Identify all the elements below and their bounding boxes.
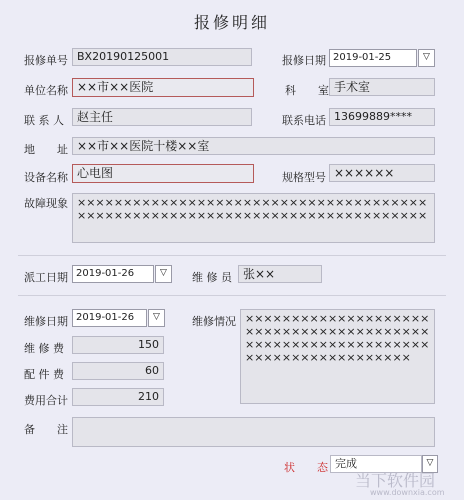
status-dropdown-icon[interactable]: ▽ [422, 455, 438, 473]
model-label: 规格型号 [282, 171, 326, 184]
section-divider [18, 295, 446, 296]
page-title: 报修明细 [193, 13, 270, 32]
repair-date-dropdown-icon[interactable]: ▽ [418, 49, 435, 67]
dispatch-date-label: 派工日期 [24, 271, 68, 284]
dispatch-date-picker[interactable]: 2019-01-26 [72, 265, 154, 283]
remark-label: 备 注 [24, 423, 68, 436]
dept-label: 科 室 [285, 84, 329, 97]
unit-name-field[interactable]: ××市××医院 [72, 78, 254, 97]
parts-fee-field[interactable]: 60 [72, 362, 164, 380]
fee-field[interactable]: 150 [72, 336, 164, 354]
phone-field[interactable]: 13699889**** [329, 108, 435, 126]
repair-no-label: 报修单号 [24, 54, 68, 67]
status-select[interactable]: 完成 [330, 455, 422, 473]
fee-label: 维 修 费 [24, 342, 64, 355]
repairer-field[interactable]: 张×× [238, 265, 322, 283]
repair-date-label: 报修日期 [282, 54, 326, 67]
fix-date-picker[interactable]: 2019-01-26 [72, 309, 147, 327]
total-label: 费用合计 [24, 394, 68, 407]
watermark-url: www.downxia.com [370, 488, 445, 497]
fault-label: 故障现象 [24, 197, 68, 210]
watermark-brand: 当下软件园 [355, 471, 436, 490]
address-label: 地 址 [24, 143, 68, 156]
device-label: 设备名称 [24, 171, 68, 184]
parts-label: 配 件 费 [24, 368, 64, 381]
fix-info-textarea[interactable]: ×××××××××××××××××××××××××××××××××××××××××××××××××××××××××××××××××××××××××××××× [240, 309, 435, 404]
fault-textarea[interactable]: ×××××××××××××××××××××××××××××××××××××××××××××××××××××××××××××××××××××××××××× [72, 193, 435, 243]
dispatch-date-dropdown-icon[interactable]: ▽ [155, 265, 172, 283]
section-divider [18, 255, 446, 256]
total-fee-field[interactable]: 210 [72, 388, 164, 406]
phone-label: 联系电话 [282, 114, 326, 127]
fix-date-label: 维修日期 [24, 315, 68, 328]
device-name-field[interactable]: 心电图 [72, 164, 254, 183]
status-label: 状 态 [284, 461, 328, 474]
contact-field[interactable]: 赵主任 [72, 108, 252, 126]
repair-no-field[interactable]: BX20190125001 [72, 48, 252, 66]
address-field[interactable]: ××市××医院十楼××室 [72, 137, 435, 155]
unit-label: 单位名称 [24, 84, 68, 97]
fix-date-dropdown-icon[interactable]: ▽ [148, 309, 165, 327]
repair-date-picker[interactable]: 2019-01-25 [329, 49, 417, 67]
repairer-label: 维 修 员 [192, 271, 232, 284]
model-field[interactable]: ×××××× [329, 164, 435, 182]
fix-info-label: 维修情况 [192, 315, 236, 328]
remark-textarea[interactable] [72, 417, 435, 447]
contact-label: 联 系 人 [24, 114, 64, 127]
dept-field[interactable]: 手术室 [329, 78, 435, 96]
